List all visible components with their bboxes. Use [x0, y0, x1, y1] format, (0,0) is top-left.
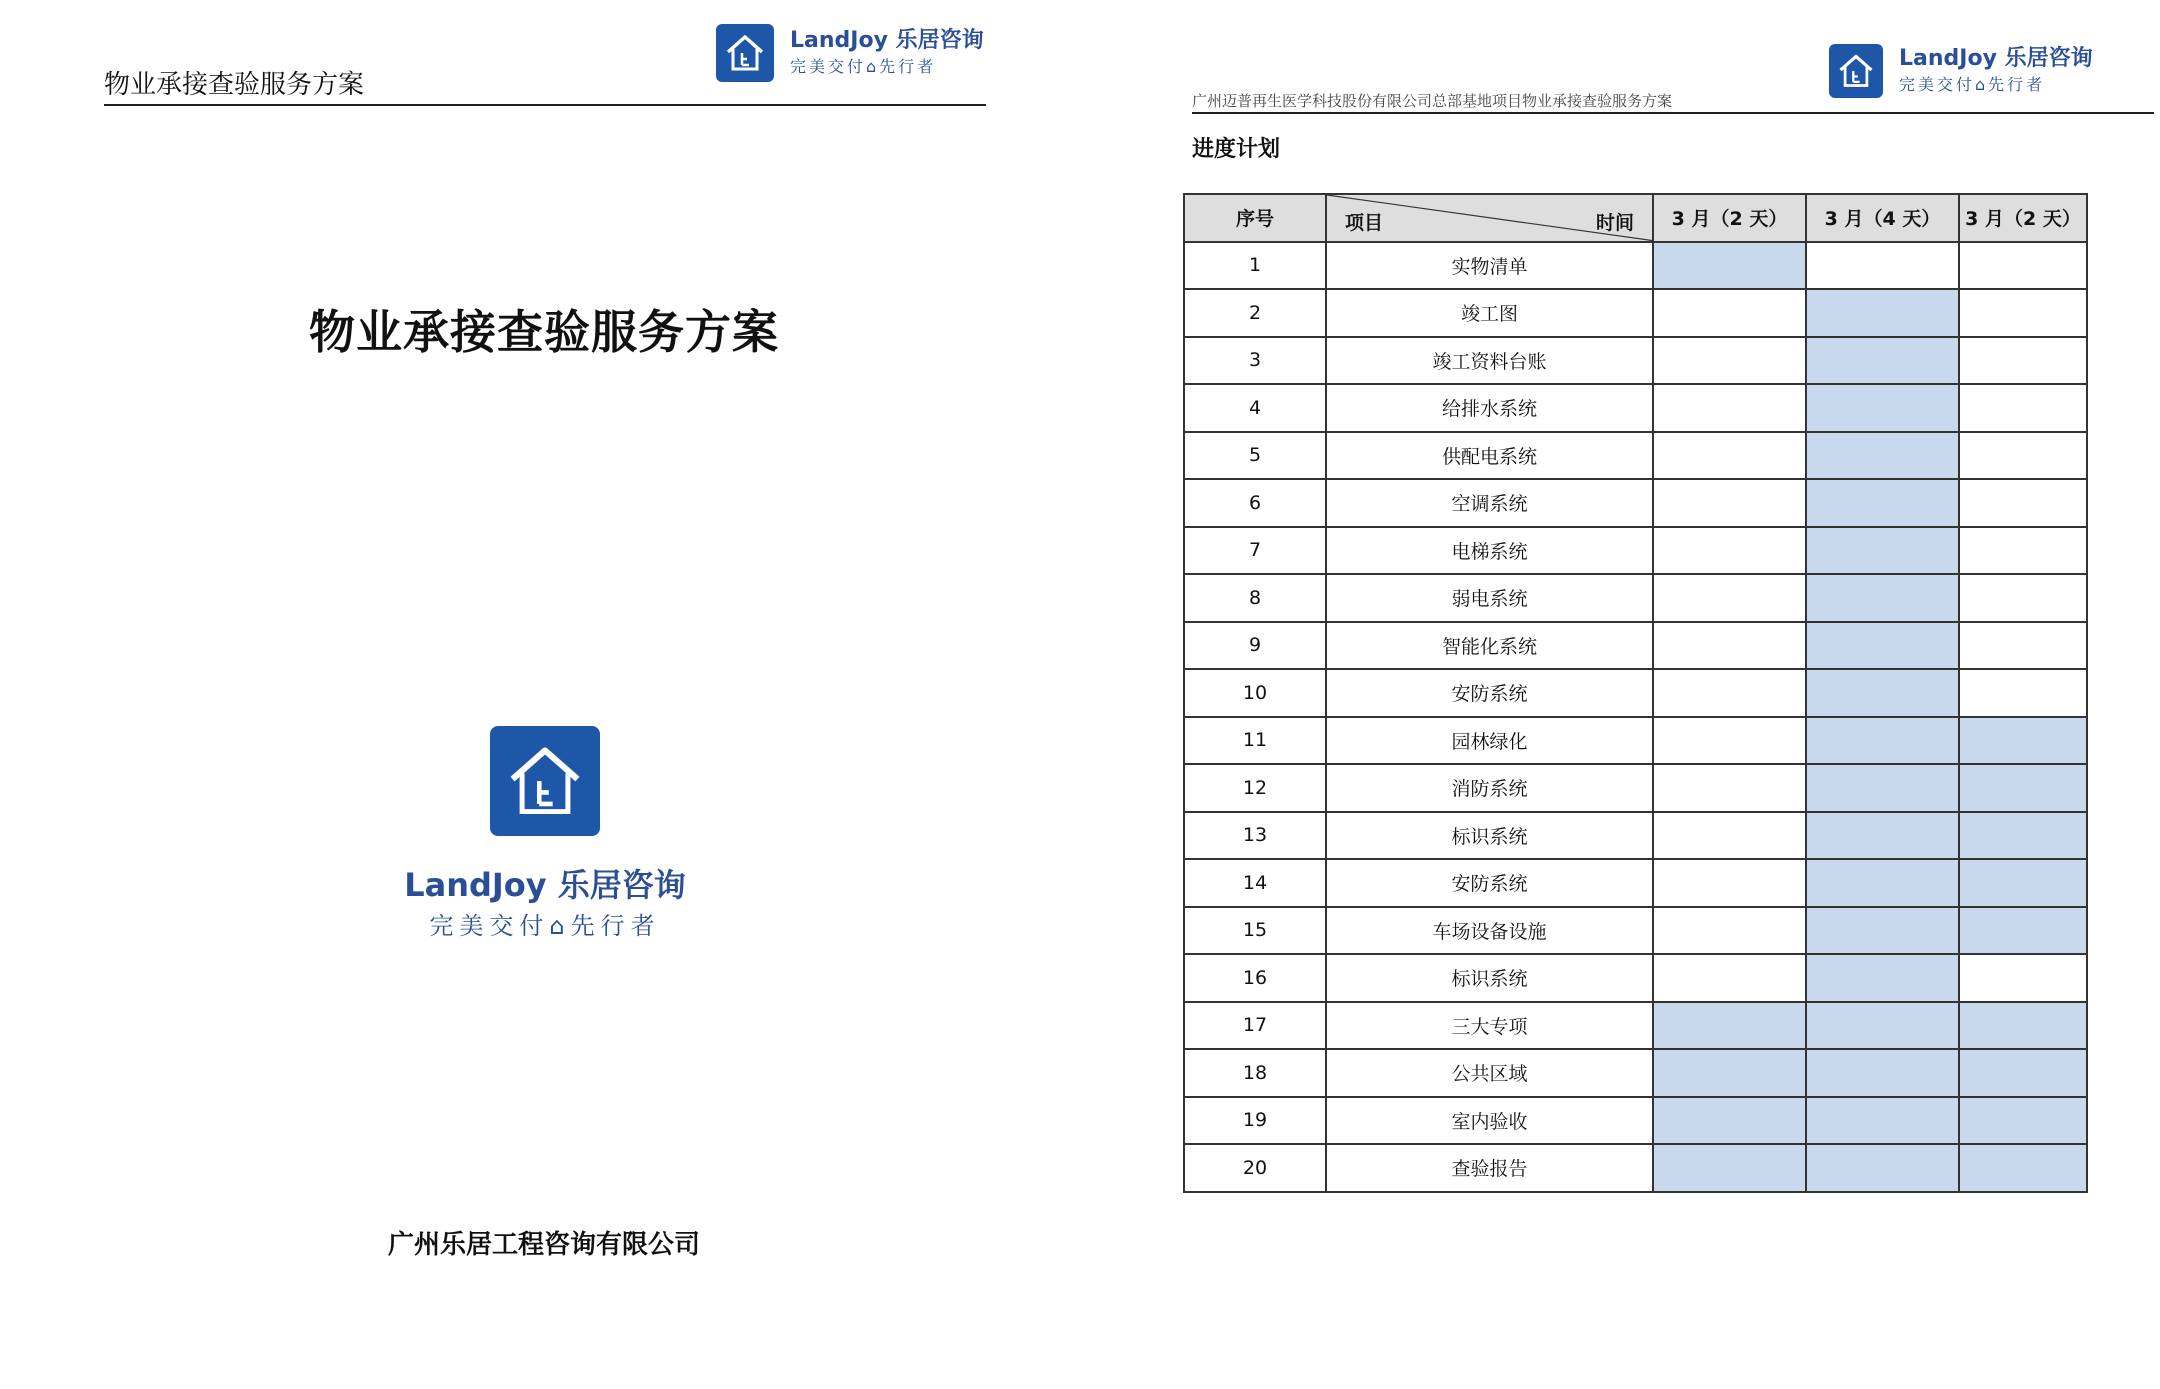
- row-item: 三大专项: [1326, 1002, 1653, 1050]
- row-number: 3: [1184, 337, 1326, 385]
- schedule-cell-period-3: [1959, 242, 2087, 290]
- row-item: 安防系统: [1326, 859, 1653, 907]
- schedule-cell-period-3: [1959, 1049, 2087, 1097]
- row-number: 1: [1184, 242, 1326, 290]
- row-item: 园林绿化: [1326, 717, 1653, 765]
- row-item: 弱电系统: [1326, 574, 1653, 622]
- logo-slogan: 完美交付⌂先行者: [1899, 75, 2046, 94]
- schedule-cell-period-2: [1806, 1049, 1959, 1097]
- table-header-row: [1184, 194, 2087, 242]
- table-row: [1184, 574, 2087, 622]
- row-item: 标识系统: [1326, 954, 1653, 1002]
- schedule-cell-period-3: [1959, 764, 2087, 812]
- table-row: [1184, 337, 2087, 385]
- row-number: 13: [1184, 812, 1326, 860]
- table-row: [1184, 527, 2087, 575]
- row-item: 消防系统: [1326, 764, 1653, 812]
- table-row: [1184, 1049, 2087, 1097]
- header-period-3: 3 月（2 天）: [1959, 194, 2087, 242]
- schedule-cell-period-2: [1806, 907, 1959, 955]
- schedule-cell-period-1: [1653, 622, 1806, 670]
- row-item: 给排水系统: [1326, 384, 1653, 432]
- table-row: [1184, 289, 2087, 337]
- table-row: [1184, 764, 2087, 812]
- header-logo: [716, 24, 984, 82]
- schedule-cell-period-3: [1959, 1002, 2087, 1050]
- row-number: 17: [1184, 1002, 1326, 1050]
- table-row: [1184, 859, 2087, 907]
- schedule-cell-period-1: [1653, 432, 1806, 480]
- header-divider: [1192, 112, 2154, 114]
- company-name: 广州乐居工程咨询有限公司: [387, 1230, 700, 1260]
- schedule-cell-period-3: [1959, 527, 2087, 575]
- table-row: [1184, 669, 2087, 717]
- table-row: [1184, 1144, 2087, 1192]
- schedule-cell-period-3: [1959, 574, 2087, 622]
- schedule-cell-period-2: [1806, 242, 1959, 290]
- row-number: 16: [1184, 954, 1326, 1002]
- header-period-1: 3 月（2 天）: [1653, 194, 1806, 242]
- table-row: [1184, 479, 2087, 527]
- row-item: 车场设备设施: [1326, 907, 1653, 955]
- row-item: 室内验收: [1326, 1097, 1653, 1145]
- schedule-cell-period-3: [1959, 622, 2087, 670]
- schedule-cell-period-1: [1653, 1049, 1806, 1097]
- house-key-icon: [716, 24, 774, 82]
- header-divider: [104, 104, 986, 106]
- row-number: 4: [1184, 384, 1326, 432]
- row-number: 5: [1184, 432, 1326, 480]
- row-item: 标识系统: [1326, 812, 1653, 860]
- cover-title: 物业承接查验服务方案: [309, 305, 779, 359]
- schedule-cell-period-3: [1959, 432, 2087, 480]
- schedule-cell-period-2: [1806, 622, 1959, 670]
- table-row: [1184, 1097, 2087, 1145]
- logo-name: LandJoy 乐居咨询: [1899, 46, 2093, 71]
- schedule-cell-period-2: [1806, 859, 1959, 907]
- schedule-cell-period-3: [1959, 812, 2087, 860]
- row-number: 7: [1184, 527, 1326, 575]
- row-item: 空调系统: [1326, 479, 1653, 527]
- schedule-cell-period-1: [1653, 337, 1806, 385]
- row-number: 20: [1184, 1144, 1326, 1192]
- row-item: 竣工图: [1326, 289, 1653, 337]
- row-item: 查验报告: [1326, 1144, 1653, 1192]
- row-number: 11: [1184, 717, 1326, 765]
- row-item: 智能化系统: [1326, 622, 1653, 670]
- schedule-cell-period-1: [1653, 954, 1806, 1002]
- schedule-cell-period-2: [1806, 1144, 1959, 1192]
- row-item: 安防系统: [1326, 669, 1653, 717]
- row-item: 公共区域: [1326, 1049, 1653, 1097]
- table-row: [1184, 242, 2087, 290]
- schedule-cell-period-2: [1806, 812, 1959, 860]
- schedule-cell-period-3: [1959, 479, 2087, 527]
- right-page: [1080, 0, 2160, 1389]
- schedule-cell-period-2: [1806, 1002, 1959, 1050]
- schedule-cell-period-1: [1653, 907, 1806, 955]
- schedule-cell-period-3: [1959, 337, 2087, 385]
- schedule-cell-period-3: [1959, 384, 2087, 432]
- schedule-cell-period-1: [1653, 479, 1806, 527]
- schedule-cell-period-3: [1959, 289, 2087, 337]
- header-item-time: [1326, 194, 1653, 242]
- schedule-cell-period-1: [1653, 669, 1806, 717]
- row-number: 10: [1184, 669, 1326, 717]
- schedule-cell-period-3: [1959, 1144, 2087, 1192]
- table-row: [1184, 717, 2087, 765]
- header-time: 时间: [1595, 212, 1634, 234]
- schedule-cell-period-1: [1653, 812, 1806, 860]
- header-period-2: 3 月（4 天）: [1806, 194, 1959, 242]
- schedule-cell-period-1: [1653, 1002, 1806, 1050]
- logo-slogan: 完美交付⌂先行者: [429, 912, 661, 940]
- schedule-cell-period-1: [1653, 1144, 1806, 1192]
- header-item: 项目: [1345, 212, 1384, 234]
- schedule-cell-period-2: [1806, 527, 1959, 575]
- header-no: 序号: [1184, 194, 1326, 242]
- table-row: [1184, 622, 2087, 670]
- schedule-cell-period-2: [1806, 669, 1959, 717]
- header-subtitle: 广州迈普再生医学科技股份有限公司总部基地项目物业承接查验服务方案: [1192, 92, 1673, 110]
- row-item: 实物清单: [1326, 242, 1653, 290]
- schedule-cell-period-2: [1806, 764, 1959, 812]
- schedule-cell-period-2: [1806, 717, 1959, 765]
- logo-slogan: 完美交付⌂先行者: [790, 57, 937, 76]
- section-title: 进度计划: [1192, 137, 1281, 162]
- schedule-cell-period-2: [1806, 289, 1959, 337]
- schedule-cell-period-3: [1959, 669, 2087, 717]
- schedule-cell-period-1: [1653, 764, 1806, 812]
- row-number: 14: [1184, 859, 1326, 907]
- schedule-cell-period-3: [1959, 717, 2087, 765]
- row-item: 竣工资料台账: [1326, 337, 1653, 385]
- row-item: 电梯系统: [1326, 527, 1653, 575]
- row-number: 19: [1184, 1097, 1326, 1145]
- row-number: 15: [1184, 907, 1326, 955]
- row-number: 9: [1184, 622, 1326, 670]
- row-number: 12: [1184, 764, 1326, 812]
- schedule-cell-period-2: [1806, 954, 1959, 1002]
- table-row: [1184, 432, 2087, 480]
- schedule-cell-period-2: [1806, 1097, 1959, 1145]
- schedule-cell-period-2: [1806, 432, 1959, 480]
- house-key-icon: [490, 726, 600, 836]
- table-row: [1184, 384, 2087, 432]
- schedule-cell-period-3: [1959, 907, 2087, 955]
- logo-name: LandJoy 乐居咨询: [404, 866, 686, 904]
- house-key-icon: [1829, 44, 1883, 98]
- table-row: [1184, 907, 2087, 955]
- schedule-cell-period-1: [1653, 859, 1806, 907]
- row-number: 2: [1184, 289, 1326, 337]
- schedule-cell-period-2: [1806, 574, 1959, 622]
- schedule-cell-period-1: [1653, 289, 1806, 337]
- schedule-cell-period-2: [1806, 384, 1959, 432]
- schedule-cell-period-1: [1653, 242, 1806, 290]
- logo-name: LandJoy 乐居咨询: [790, 28, 984, 53]
- schedule-cell-period-1: [1653, 384, 1806, 432]
- header-logo: [1829, 44, 2093, 98]
- schedule-table: [1183, 193, 2088, 1193]
- header-title: 物业承接查验服务方案: [104, 70, 365, 100]
- schedule-cell-period-3: [1959, 859, 2087, 907]
- row-item: 供配电系统: [1326, 432, 1653, 480]
- row-number: 18: [1184, 1049, 1326, 1097]
- schedule-cell-period-1: [1653, 527, 1806, 575]
- schedule-cell-period-1: [1653, 1097, 1806, 1145]
- schedule-cell-period-1: [1653, 574, 1806, 622]
- schedule-cell-period-2: [1806, 479, 1959, 527]
- table-row: [1184, 812, 2087, 860]
- schedule-cell-period-1: [1653, 717, 1806, 765]
- row-number: 8: [1184, 574, 1326, 622]
- cover-logo: [400, 726, 690, 944]
- row-number: 6: [1184, 479, 1326, 527]
- table-row: [1184, 954, 2087, 1002]
- schedule-cell-period-3: [1959, 954, 2087, 1002]
- schedule-cell-period-2: [1806, 337, 1959, 385]
- table-row: [1184, 1002, 2087, 1050]
- schedule-cell-period-3: [1959, 1097, 2087, 1145]
